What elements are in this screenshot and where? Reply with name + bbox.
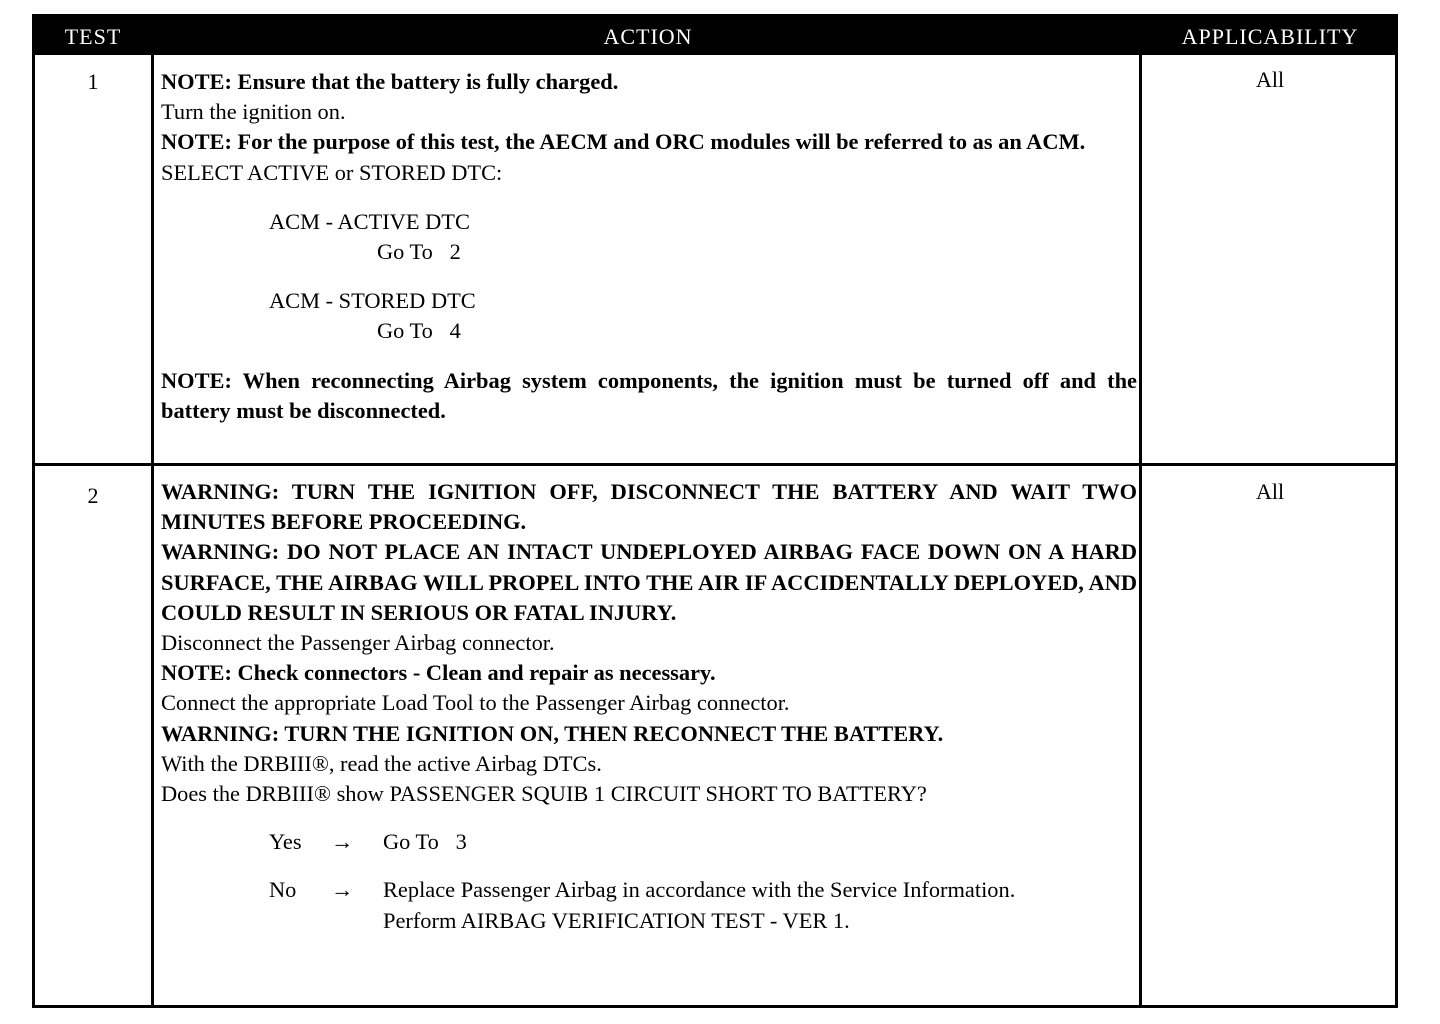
table-header xyxy=(35,17,1395,55)
option-active-goto: Go To 2 xyxy=(377,239,461,265)
action-cell-1 xyxy=(161,67,1137,426)
option-active-dtc: ACM - ACTIVE DTC xyxy=(269,208,470,234)
warning-ignition-off: WARNING: TURN THE IGNITION OFF, DISCONNECT THE BATTERY AND WAIT TWO MINUTES BEFORE PROCEEDING. xyxy=(161,479,1137,535)
column-divider xyxy=(1139,55,1142,1005)
no-replace-airbag: Replace Passenger Airbag in accordance with the Service Information. xyxy=(383,877,1016,903)
yes-label: Yes xyxy=(269,829,302,855)
header-action: ACTION xyxy=(603,24,693,49)
note-battery: NOTE: Ensure that the battery is fully charged. xyxy=(161,69,619,94)
note-reconnecting: NOTE: When reconnecting Airbag system components, the ignition must be turned off and the battery must be disconnected. xyxy=(161,367,1137,423)
action-cell-2 xyxy=(161,477,1137,936)
header-test: TEST xyxy=(64,24,122,49)
step-read-dtcs: With the DRBIII®, read the active Airbag DTCs. xyxy=(161,750,602,776)
header-applicability: APPLICABILITY xyxy=(1181,24,1359,49)
test-number-2: 2 xyxy=(87,483,99,508)
option-stored-dtc: ACM - STORED DTC xyxy=(269,288,476,314)
warning-airbag-face-down: WARNING: DO NOT PLACE AN INTACT UNDEPLOYED AIRBAG FACE DOWN ON A HARD SURFACE, THE AIRBAG WILL PROPEL INTO THE AIR IF ACCIDENTALLY DEPLOYED, AND COULD RESULT IN SERIOUS OR FATAL INJURY. xyxy=(161,539,1137,625)
answer-yes xyxy=(161,827,1137,857)
no-label: No xyxy=(269,877,297,903)
applicability-2: All xyxy=(1255,479,1285,504)
step-disconnect: Disconnect the Passenger Airbag connector. xyxy=(161,630,555,656)
step-connect-load-tool: Connect the appropriate Load Tool to the Passenger Airbag connector. xyxy=(161,690,790,716)
arrow-icon: → xyxy=(331,877,354,903)
warning-ignition-on: WARNING: TURN THE IGNITION ON, THEN RECONNECT THE BATTERY. xyxy=(161,720,944,746)
option-stored-goto: Go To 4 xyxy=(377,318,461,344)
arrow-icon: → xyxy=(331,829,354,855)
row-divider xyxy=(35,463,1395,466)
note-check-connectors: NOTE: Check connectors - Clean and repair as necessary. xyxy=(161,660,716,686)
diagnostic-test-table xyxy=(32,14,1398,1008)
step-ignition-on: Turn the ignition on. xyxy=(161,99,346,125)
no-verification-test: Perform AIRBAG VERIFICATION TEST - VER 1. xyxy=(383,907,850,933)
applicability-1: All xyxy=(1255,67,1285,92)
yes-goto: Go To 3 xyxy=(383,829,467,855)
column-divider xyxy=(151,55,154,1005)
test-number-1: 1 xyxy=(87,69,99,94)
question-short-to-battery: Does the DRBIII® show PASSENGER SQUIB 1 CIRCUIT SHORT TO BATTERY? xyxy=(161,781,927,807)
note-acm: NOTE: For the purpose of this test, the AECM and ORC modules will be referred to as an ACM. xyxy=(161,129,1086,155)
select-dtc: SELECT ACTIVE or STORED DTC: xyxy=(161,159,503,185)
answer-no xyxy=(161,875,1137,905)
